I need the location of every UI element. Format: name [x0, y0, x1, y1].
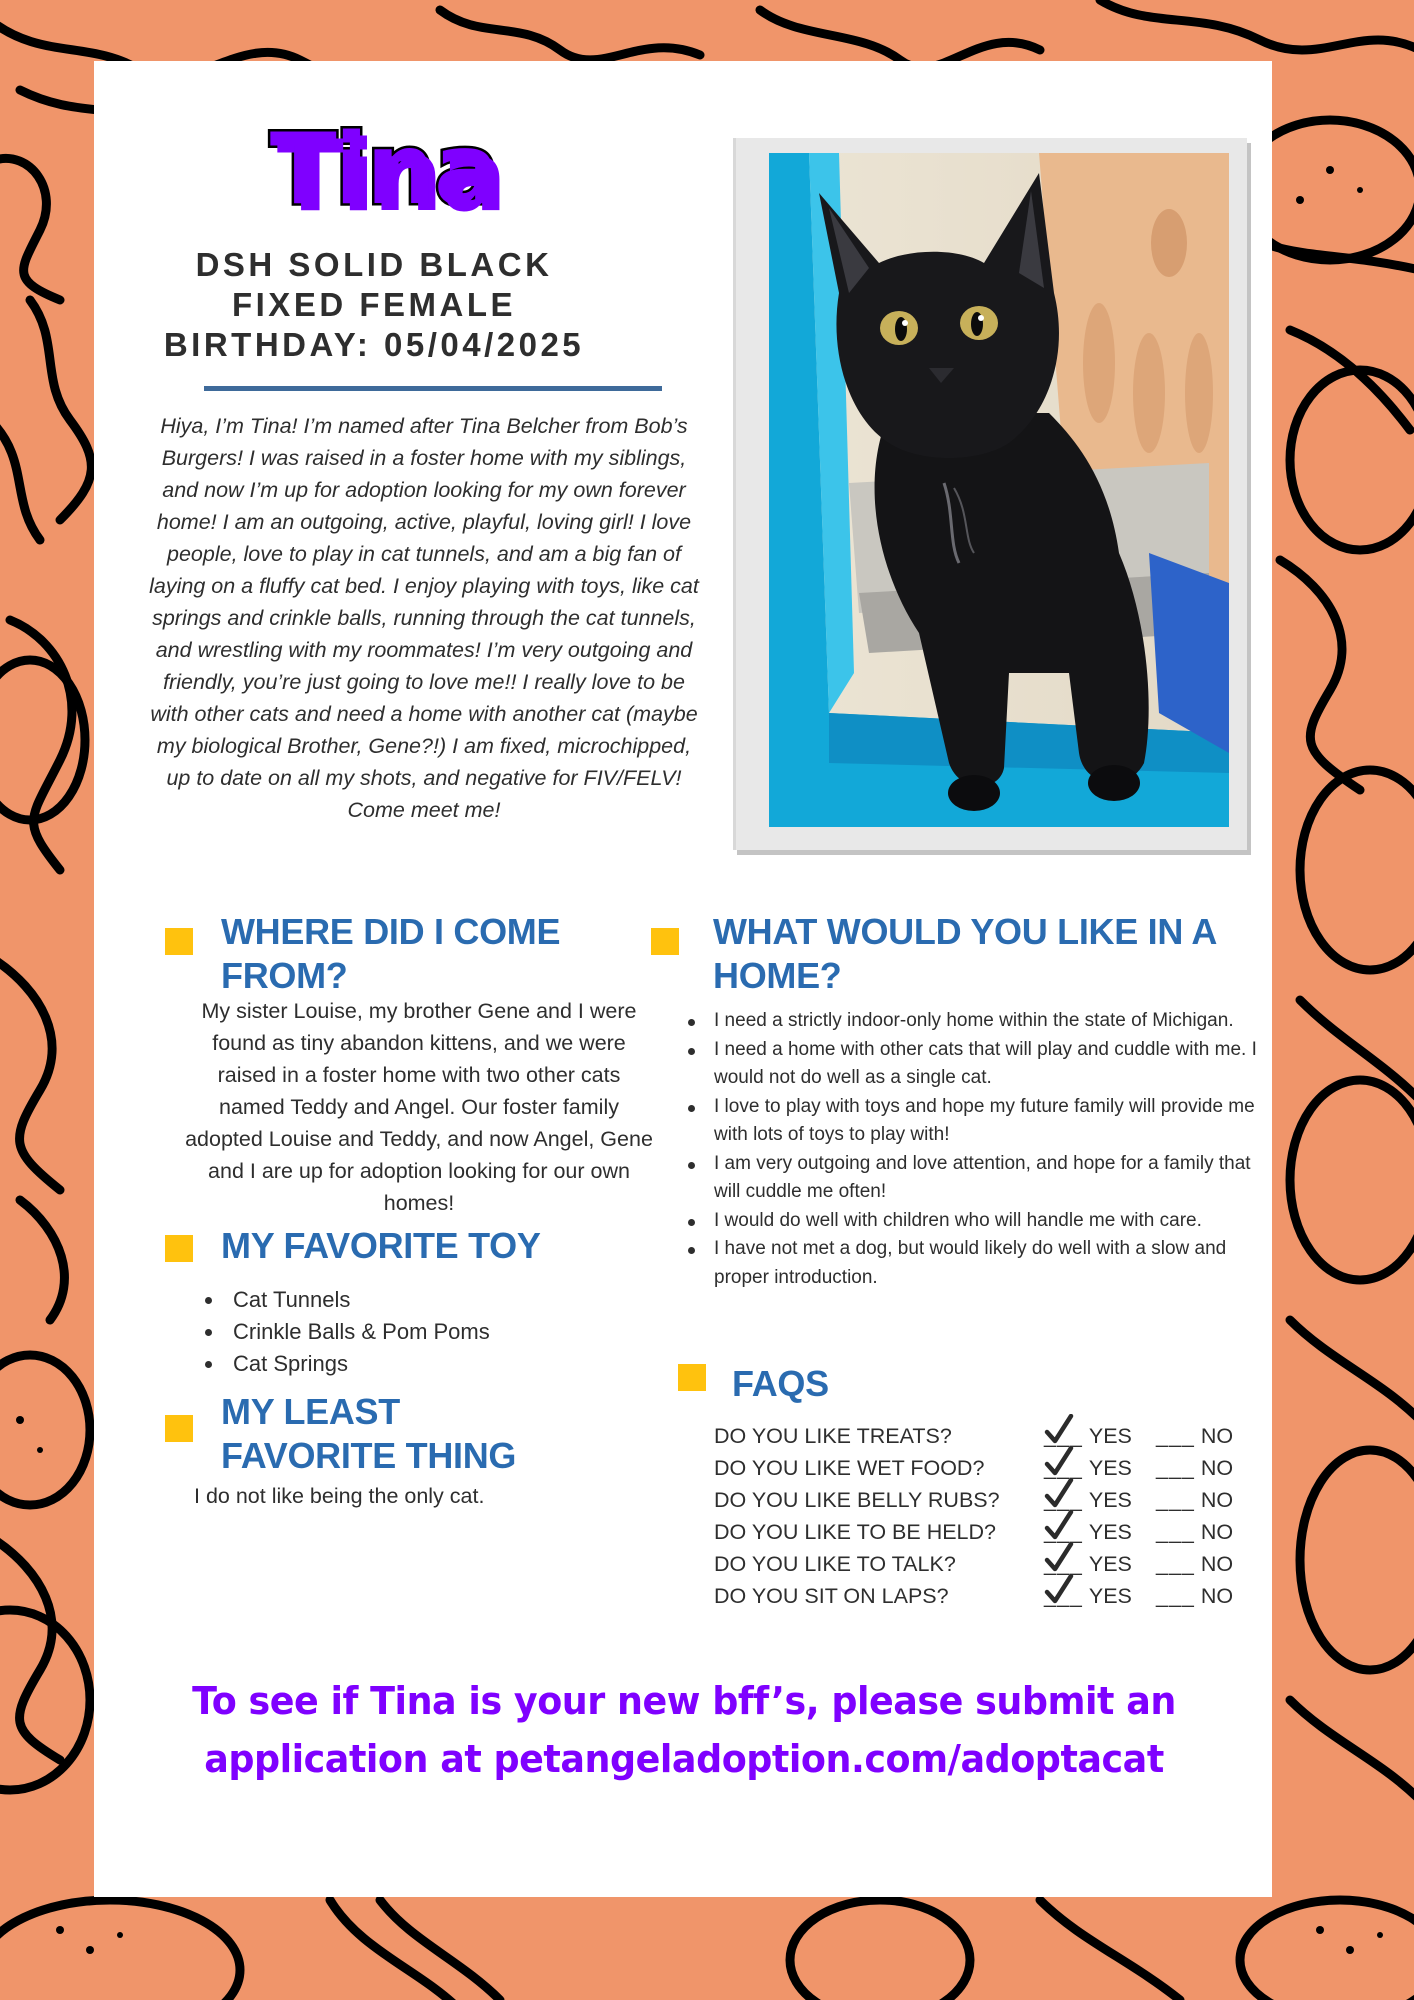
faq-row	[714, 1577, 1254, 1609]
home-item: I love to play with toys and hope my future family will provide me with lots of toys to play with!	[686, 1093, 1266, 1150]
faq-yes-option: ___ YES	[1044, 1488, 1156, 1513]
faq-no-option: ___ NO	[1156, 1424, 1234, 1448]
call-to-action	[156, 1672, 1212, 1788]
home-item: I need a strictly indoor-only home within the state of Michigan.	[686, 1007, 1266, 1036]
faq-row	[714, 1449, 1254, 1481]
faq-question: DO YOU LIKE WET FOOD?	[714, 1456, 985, 1480]
toy-item: Crinkle Balls & Pom Poms	[203, 1316, 603, 1348]
least-favorite-text: I do not like being the only cat.	[194, 1484, 485, 1508]
faq-row	[714, 1417, 1254, 1449]
faq-heading: FAQS	[732, 1363, 829, 1404]
photo-frame	[733, 138, 1247, 850]
checkmark-icon	[1044, 1574, 1074, 1606]
faq-yes-option: ___ YES	[1044, 1424, 1156, 1449]
faq-no-option: ___ NO	[1156, 1456, 1234, 1480]
breed-line: DSH SOLID BLACK	[195, 246, 553, 283]
home-heading: WHAT WOULD YOU LIKE IN A HOME?	[713, 911, 1216, 996]
least-favorite-bullet-square	[165, 1415, 193, 1442]
home-requirements-list	[686, 1007, 1266, 1292]
faq-question: DO YOU LIKE BELLY RUBS?	[714, 1488, 1000, 1512]
pet-name-title: Tina	[269, 113, 499, 227]
home-item: I need a home with other cats that will play and cuddle with me. I would not do well as a single cat.	[686, 1036, 1266, 1093]
checkmark-icon	[1044, 1542, 1074, 1574]
home-item: I have not met a dog, but would likely do well with a slow and proper introduction.	[686, 1235, 1266, 1292]
faq-question: DO YOU SIT ON LAPS?	[714, 1584, 949, 1608]
pet-photo	[769, 153, 1229, 827]
checkmark-icon	[1044, 1414, 1074, 1446]
toy-bullet-square	[165, 1235, 193, 1262]
faq-row	[714, 1545, 1254, 1577]
black-kitten-image	[769, 153, 1229, 827]
checkmark-icon	[1044, 1510, 1074, 1542]
faq-no-option: ___ NO	[1156, 1488, 1234, 1512]
faq-question: DO YOU LIKE TO TALK?	[714, 1552, 956, 1576]
least-favorite-heading: MY LEAST FAVORITE THING	[221, 1391, 517, 1476]
faq-row	[714, 1481, 1254, 1513]
faq-row	[714, 1513, 1254, 1545]
toy-item: Cat Springs	[203, 1348, 603, 1380]
faq-yes-option: ___ YES	[1044, 1520, 1156, 1545]
faq-question: DO YOU LIKE TREATS?	[714, 1424, 952, 1448]
favorite-toy-heading: MY FAVORITE TOY	[221, 1225, 541, 1266]
faq-table	[714, 1417, 1254, 1609]
faq-yes-option: ___ YES	[1044, 1456, 1156, 1481]
birthday-line: BIRTHDAY: 05/04/2025	[163, 326, 585, 363]
faq-question: DO YOU LIKE TO BE HELD?	[714, 1520, 996, 1544]
pet-bio: Hiya, I’m Tina! I’m named after Tina Belcher from Bob’s Burgers! I was raised in a foster home with my siblings, and now I’m up for adoption looking for my own forever home! I am an outgoing, active, playful, loving girl! I love people, love to play in cat tunnels, and am a big fan of laying on a fluffy cat bed. I enjoy playing with toys, like cat springs and crinkle balls, running through the cat tunnels, and wrestling with my roommates! I’m very outgoing and friendly, you’re just going to love me!! I really love to be with other cats and need a home with another cat (maybe my biological Brother, Gene?!) I am fixed, microchipped, up to date on all my shots, and negative for FIV/FELV! Come meet me!	[149, 414, 699, 822]
origin-heading: WHERE DID I COME FROM?	[221, 911, 561, 996]
header-divider	[204, 386, 662, 391]
faq-yes-option: ___ YES	[1044, 1552, 1156, 1577]
faq-bullet-square	[678, 1364, 706, 1391]
faq-no-option: ___ NO	[1156, 1520, 1234, 1544]
favorite-toy-list	[203, 1284, 603, 1380]
faq-yes-option: ___ YES	[1044, 1584, 1156, 1609]
faq-no-option: ___ NO	[1156, 1552, 1234, 1576]
home-bullet-square	[651, 928, 679, 955]
origin-bullet-square	[165, 928, 193, 955]
origin-text: My sister Louise, my brother Gene and I were found as tiny abandon kittens, and we were raised in a foster home with two other cats named Teddy and Angel. Our foster family adopted Louise and Teddy, and now Angel, Gene and I are up for adoption looking for our own homes!	[185, 999, 653, 1215]
sex-line: FIXED FEMALE	[231, 286, 516, 323]
home-item: I would do well with children who will handle me with care.	[686, 1207, 1266, 1236]
faq-no-option: ___ NO	[1156, 1584, 1234, 1608]
home-item: I am very outgoing and love attention, and hope for a family that will cuddle me often!	[686, 1150, 1266, 1207]
cta-line-1: To see if Tina is your new bff’s, please submit an	[192, 1679, 1176, 1723]
pet-details	[154, 245, 594, 365]
adoption-flyer-card	[94, 61, 1272, 1897]
cta-line-2: application at petangeladoption.com/adoptacat	[204, 1737, 1164, 1781]
checkmark-icon	[1044, 1478, 1074, 1510]
toy-item: Cat Tunnels	[203, 1284, 603, 1316]
checkmark-icon	[1044, 1446, 1074, 1478]
